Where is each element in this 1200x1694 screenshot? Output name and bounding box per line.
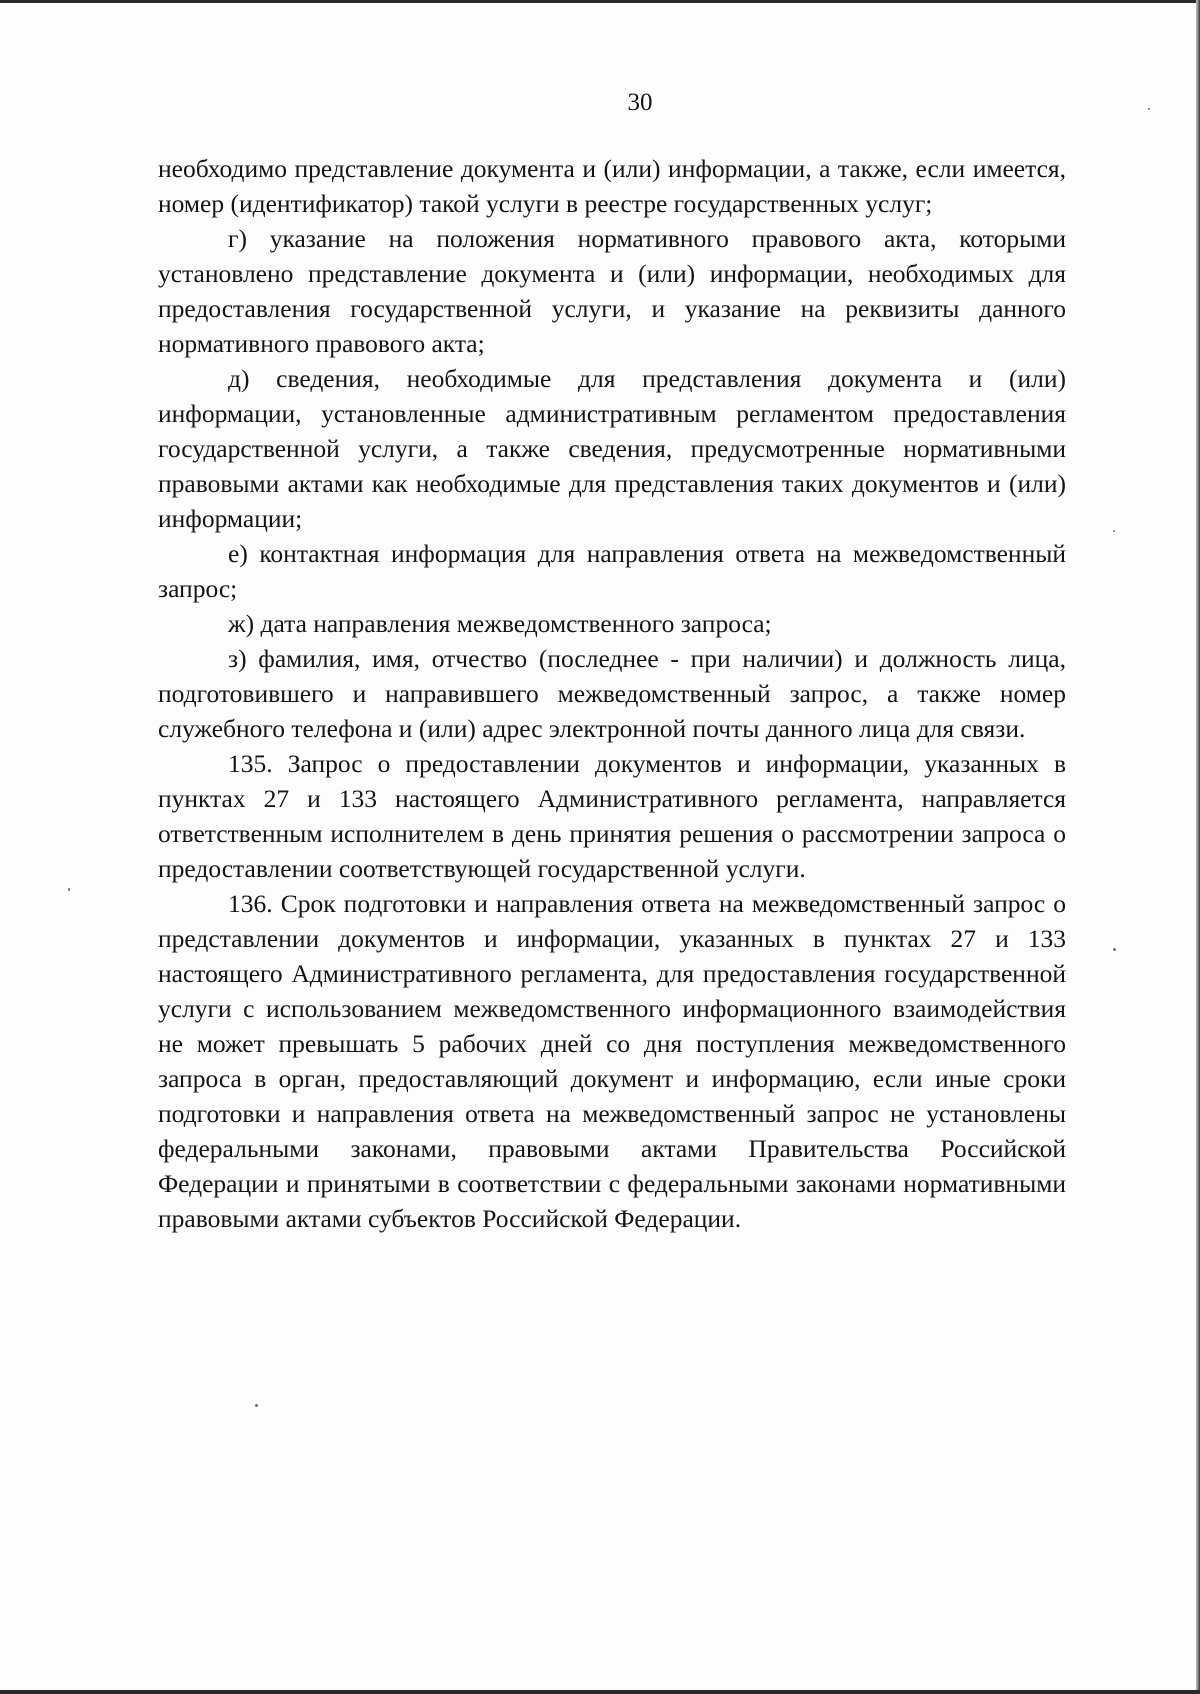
scan-speck — [1113, 530, 1115, 532]
paragraph-continuation: необходимо представление документа и (или) информации, а также, если имеется, номер (идентификатор) такой услуги в реестре государственных услуг; — [158, 154, 1066, 218]
paragraph-item-g: г) указание на положения нормативного правового акта, которыми установлено представление документа и (или) информации, необходимых для предоставления государственной услуги, и указание на реквизиты данного нормативного правового акта; — [158, 224, 1066, 358]
scan-edge-top — [0, 0, 1200, 3]
paragraph-item-d: д) сведения, необходимые для представления документа и (или) информации, установленные административным регламентом предоставления государственной услуги, а также сведения, предусмотренные нормативными правовыми актами как необходимые для представления таких документов и (или) информации; — [158, 364, 1066, 533]
paragraph-item-zh: ж) дата направления межведомственного запроса; — [228, 609, 772, 638]
paragraph-136: 136. Срок подготовки и направления ответа на межведомственный запрос о представлении документов и информации, указанных в пунктах 27 и 133 настоящего Административного регламента, для предоставления государственной услуги с использованием межведомственного информационного взаимодействия не может превышать 5 рабочих дней со дня поступления межведомственного запроса в орган, предоставляющий документ и информацию, если иные сроки подготовки и направления ответа на межведомственный запрос не установлены федеральными законами, правовыми актами Правительства Российской Федерации и принятыми в соответствии с федеральными законами нормативными правовыми актами субъектов Российской Федерации. — [158, 889, 1066, 1233]
body-text — [158, 151, 1066, 1236]
scan-edge-right — [1196, 0, 1200, 1694]
scan-speck — [1113, 948, 1116, 951]
paragraph-item-z: з) фамилия, имя, отчество (последнее - при наличии) и должность лица, подготовившего и направившего межведомственный запрос, а также номер служебного телефона и (или) адрес электронной почты данного лица для связи. — [158, 644, 1066, 743]
scan-speck — [255, 1404, 258, 1407]
paragraph-135: 135. Запрос о предоставлении документов и информации, указанных в пунктах 27 и 133 настоящего Административного регламента, направляется ответственным исполнителем в день принятия решения о рассмотрении запроса о предоставлении соответствующей государственной услуги. — [158, 749, 1066, 883]
scan-speck — [1148, 108, 1150, 110]
paragraph-item-e: е) контактная информация для направления ответа на межведомственный запрос; — [158, 539, 1066, 603]
scan-speck — [68, 888, 70, 891]
page-number: 30 — [627, 89, 653, 116]
scan-edge-bottom — [0, 1690, 1200, 1694]
